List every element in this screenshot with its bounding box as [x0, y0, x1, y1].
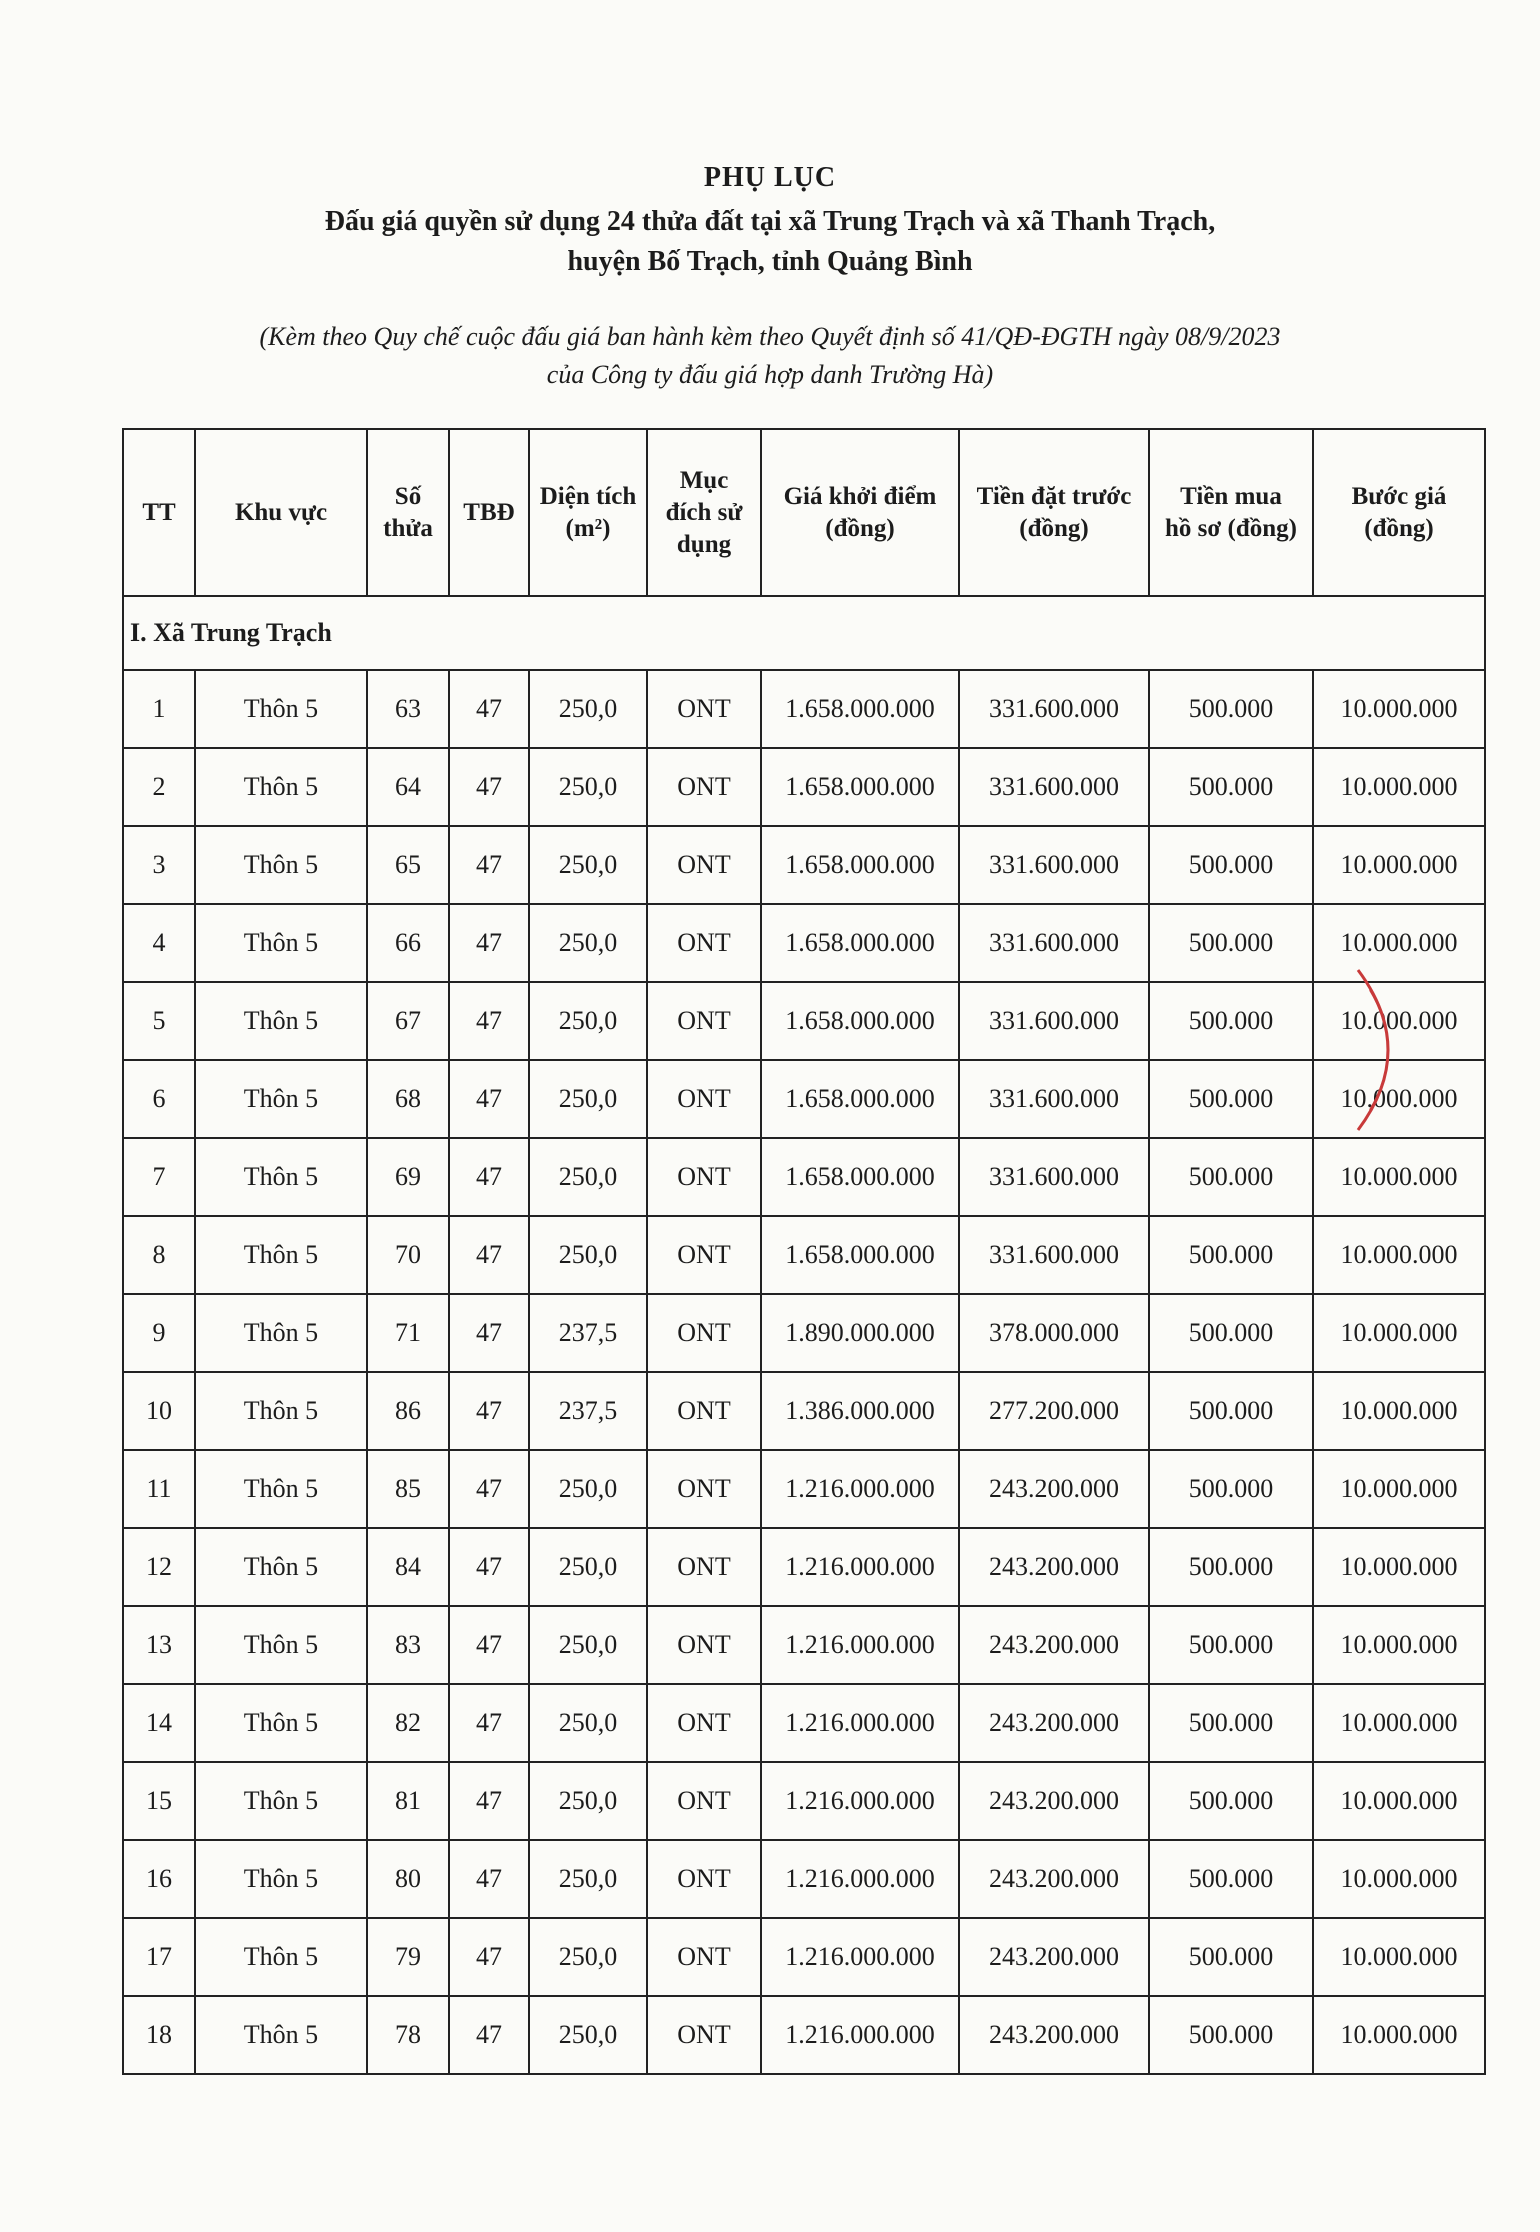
- col-header-tien-dat-truoc: Tiền đặt trước (đồng): [959, 429, 1149, 596]
- cell-tbd: 47: [449, 1294, 529, 1372]
- cell-so-thua: 63: [367, 670, 449, 748]
- cell-tt: 2: [123, 748, 195, 826]
- document-note-line1: (Kèm theo Quy chế cuộc đấu giá ban hành kèm theo Quyết định số 41/QĐ-ĐGTH ngày 08/9/2023: [259, 322, 1281, 351]
- cell-tien-mua-ho-so: 500.000: [1149, 982, 1313, 1060]
- cell-muc-dich: ONT: [647, 1684, 761, 1762]
- cell-khu-vuc: Thôn 5: [195, 1450, 367, 1528]
- cell-tbd: 47: [449, 1684, 529, 1762]
- cell-gia-khoi-diem: 1.658.000.000: [761, 1138, 959, 1216]
- cell-khu-vuc: Thôn 5: [195, 1762, 367, 1840]
- red-stamp-seal: [1348, 960, 1408, 1140]
- cell-gia-khoi-diem: 1.658.000.000: [761, 670, 959, 748]
- cell-gia-khoi-diem: 1.890.000.000: [761, 1294, 959, 1372]
- cell-gia-khoi-diem: 1.216.000.000: [761, 1840, 959, 1918]
- cell-dien-tich: 250,0: [529, 1996, 647, 2074]
- cell-tbd: 47: [449, 1840, 529, 1918]
- table-row: [123, 904, 1485, 982]
- cell-tien-dat-truoc: 331.600.000: [959, 1060, 1149, 1138]
- col-header-gia-khoi-diem: Giá khởi điểm (đồng): [761, 429, 959, 596]
- cell-tt: 18: [123, 1996, 195, 2074]
- cell-buoc-gia: 10.000.000: [1313, 1996, 1485, 2074]
- cell-tbd: 47: [449, 982, 529, 1060]
- cell-khu-vuc: Thôn 5: [195, 748, 367, 826]
- cell-tbd: 47: [449, 1918, 529, 1996]
- cell-buoc-gia: 10.000.000: [1313, 982, 1485, 1060]
- table-row: [123, 1684, 1485, 1762]
- cell-tbd: 47: [449, 1372, 529, 1450]
- cell-khu-vuc: Thôn 5: [195, 826, 367, 904]
- table-row: [123, 1372, 1485, 1450]
- cell-tien-mua-ho-so: 500.000: [1149, 1606, 1313, 1684]
- cell-buoc-gia: 10.000.000: [1313, 670, 1485, 748]
- cell-tien-mua-ho-so: 500.000: [1149, 1762, 1313, 1840]
- col-header-so-thua: Số thửa: [367, 429, 449, 596]
- cell-so-thua: 82: [367, 1684, 449, 1762]
- table-row: [123, 1294, 1485, 1372]
- cell-gia-khoi-diem: 1.658.000.000: [761, 826, 959, 904]
- cell-tien-dat-truoc: 331.600.000: [959, 1138, 1149, 1216]
- cell-gia-khoi-diem: 1.216.000.000: [761, 1762, 959, 1840]
- cell-tbd: 47: [449, 670, 529, 748]
- cell-so-thua: 78: [367, 1996, 449, 2074]
- cell-tien-mua-ho-so: 500.000: [1149, 1996, 1313, 2074]
- cell-gia-khoi-diem: 1.216.000.000: [761, 1450, 959, 1528]
- cell-tien-mua-ho-so: 500.000: [1149, 826, 1313, 904]
- table-row: [123, 1996, 1485, 2074]
- cell-khu-vuc: Thôn 5: [195, 1918, 367, 1996]
- col-header-dien-tich: Diện tích (m²): [529, 429, 647, 596]
- cell-muc-dich: ONT: [647, 982, 761, 1060]
- cell-gia-khoi-diem: 1.216.000.000: [761, 1684, 959, 1762]
- cell-khu-vuc: Thôn 5: [195, 1372, 367, 1450]
- cell-khu-vuc: Thôn 5: [195, 1840, 367, 1918]
- table-header-row: [123, 429, 1485, 596]
- cell-tt: 10: [123, 1372, 195, 1450]
- cell-tien-dat-truoc: 331.600.000: [959, 826, 1149, 904]
- cell-khu-vuc: Thôn 5: [195, 1606, 367, 1684]
- cell-so-thua: 79: [367, 1918, 449, 1996]
- cell-so-thua: 85: [367, 1450, 449, 1528]
- cell-tien-dat-truoc: 331.600.000: [959, 670, 1149, 748]
- cell-tt: 9: [123, 1294, 195, 1372]
- cell-khu-vuc: Thôn 5: [195, 1684, 367, 1762]
- col-header-tt: TT: [123, 429, 195, 596]
- cell-tt: 4: [123, 904, 195, 982]
- cell-tien-dat-truoc: 243.200.000: [959, 1606, 1149, 1684]
- table-row: [123, 1138, 1485, 1216]
- table-row: [123, 826, 1485, 904]
- table-row: [123, 1606, 1485, 1684]
- document-subtitle-line2: huyện Bố Trạch, tỉnh Quảng Bình: [567, 246, 973, 277]
- cell-tien-dat-truoc: 331.600.000: [959, 748, 1149, 826]
- cell-tien-dat-truoc: 243.200.000: [959, 1918, 1149, 1996]
- cell-tien-mua-ho-so: 500.000: [1149, 670, 1313, 748]
- cell-tien-dat-truoc: 243.200.000: [959, 1684, 1149, 1762]
- cell-buoc-gia: 10.000.000: [1313, 1372, 1485, 1450]
- cell-dien-tich: 250,0: [529, 1840, 647, 1918]
- cell-buoc-gia: 10.000.000: [1313, 826, 1485, 904]
- cell-tt: 13: [123, 1606, 195, 1684]
- cell-tt: 5: [123, 982, 195, 1060]
- cell-so-thua: 71: [367, 1294, 449, 1372]
- cell-so-thua: 68: [367, 1060, 449, 1138]
- cell-buoc-gia: 10.000.000: [1313, 1294, 1485, 1372]
- cell-tien-dat-truoc: 243.200.000: [959, 1762, 1149, 1840]
- table-row: [123, 1840, 1485, 1918]
- table-row: [123, 1216, 1485, 1294]
- cell-khu-vuc: Thôn 5: [195, 1996, 367, 2074]
- auction-table: [122, 428, 1486, 2075]
- cell-gia-khoi-diem: 1.658.000.000: [761, 982, 959, 1060]
- cell-dien-tich: 237,5: [529, 1372, 647, 1450]
- cell-muc-dich: ONT: [647, 1138, 761, 1216]
- table-row: [123, 748, 1485, 826]
- cell-buoc-gia: 10.000.000: [1313, 1450, 1485, 1528]
- cell-buoc-gia: 10.000.000: [1313, 1138, 1485, 1216]
- cell-gia-khoi-diem: 1.216.000.000: [761, 1996, 959, 2074]
- cell-tbd: 47: [449, 1528, 529, 1606]
- cell-tien-dat-truoc: 378.000.000: [959, 1294, 1149, 1372]
- cell-dien-tich: 250,0: [529, 1762, 647, 1840]
- cell-khu-vuc: Thôn 5: [195, 1060, 367, 1138]
- cell-so-thua: 64: [367, 748, 449, 826]
- cell-tbd: 47: [449, 1450, 529, 1528]
- cell-muc-dich: ONT: [647, 1996, 761, 2074]
- cell-gia-khoi-diem: 1.658.000.000: [761, 1216, 959, 1294]
- cell-khu-vuc: Thôn 5: [195, 982, 367, 1060]
- section-row: [123, 596, 1485, 670]
- table-row: [123, 982, 1485, 1060]
- cell-so-thua: 86: [367, 1372, 449, 1450]
- cell-dien-tich: 237,5: [529, 1294, 647, 1372]
- cell-tien-mua-ho-so: 500.000: [1149, 1060, 1313, 1138]
- cell-tien-mua-ho-so: 500.000: [1149, 904, 1313, 982]
- cell-so-thua: 69: [367, 1138, 449, 1216]
- cell-muc-dich: ONT: [647, 1762, 761, 1840]
- document-note-line2: của Công ty đấu giá hợp danh Trường Hà): [546, 360, 994, 389]
- table-row: [123, 670, 1485, 748]
- table-row: [123, 1918, 1485, 1996]
- cell-gia-khoi-diem: 1.658.000.000: [761, 748, 959, 826]
- cell-tbd: 47: [449, 1138, 529, 1216]
- cell-buoc-gia: 10.000.000: [1313, 1216, 1485, 1294]
- cell-buoc-gia: 10.000.000: [1313, 1918, 1485, 1996]
- cell-buoc-gia: 10.000.000: [1313, 904, 1485, 982]
- cell-tt: 7: [123, 1138, 195, 1216]
- cell-gia-khoi-diem: 1.216.000.000: [761, 1918, 959, 1996]
- cell-muc-dich: ONT: [647, 1450, 761, 1528]
- cell-tbd: 47: [449, 826, 529, 904]
- cell-dien-tich: 250,0: [529, 1918, 647, 1996]
- cell-tt: 14: [123, 1684, 195, 1762]
- cell-khu-vuc: Thôn 5: [195, 1294, 367, 1372]
- cell-tien-mua-ho-so: 500.000: [1149, 1372, 1313, 1450]
- cell-dien-tich: 250,0: [529, 1684, 647, 1762]
- section-label: I. Xã Trung Trạch: [123, 596, 1485, 670]
- cell-tien-mua-ho-so: 500.000: [1149, 1840, 1313, 1918]
- cell-gia-khoi-diem: 1.658.000.000: [761, 904, 959, 982]
- cell-tien-mua-ho-so: 500.000: [1149, 1450, 1313, 1528]
- cell-tbd: 47: [449, 1996, 529, 2074]
- cell-tt: 3: [123, 826, 195, 904]
- cell-so-thua: 81: [367, 1762, 449, 1840]
- cell-muc-dich: ONT: [647, 1060, 761, 1138]
- cell-so-thua: 65: [367, 826, 449, 904]
- cell-dien-tich: 250,0: [529, 982, 647, 1060]
- cell-muc-dich: ONT: [647, 1294, 761, 1372]
- cell-buoc-gia: 10.000.000: [1313, 1606, 1485, 1684]
- cell-gia-khoi-diem: 1.216.000.000: [761, 1606, 959, 1684]
- cell-muc-dich: ONT: [647, 748, 761, 826]
- cell-dien-tich: 250,0: [529, 1138, 647, 1216]
- col-header-buoc-gia: Bước giá (đồng): [1313, 429, 1485, 596]
- document-title: PHỤ LỤC: [703, 162, 837, 193]
- cell-buoc-gia: 10.000.000: [1313, 1762, 1485, 1840]
- cell-dien-tich: 250,0: [529, 748, 647, 826]
- cell-tien-dat-truoc: 331.600.000: [959, 904, 1149, 982]
- cell-tbd: 47: [449, 1060, 529, 1138]
- cell-so-thua: 66: [367, 904, 449, 982]
- cell-tbd: 47: [449, 904, 529, 982]
- col-header-muc-dich: Mục đích sử dụng: [647, 429, 761, 596]
- cell-buoc-gia: 10.000.000: [1313, 1684, 1485, 1762]
- cell-tt: 11: [123, 1450, 195, 1528]
- cell-tien-mua-ho-so: 500.000: [1149, 1918, 1313, 1996]
- cell-muc-dich: ONT: [647, 1216, 761, 1294]
- cell-dien-tich: 250,0: [529, 1606, 647, 1684]
- cell-tien-dat-truoc: 243.200.000: [959, 1840, 1149, 1918]
- cell-tt: 17: [123, 1918, 195, 1996]
- cell-so-thua: 80: [367, 1840, 449, 1918]
- cell-tien-dat-truoc: 331.600.000: [959, 1216, 1149, 1294]
- table-row: [123, 1060, 1485, 1138]
- cell-so-thua: 84: [367, 1528, 449, 1606]
- table-row: [123, 1762, 1485, 1840]
- cell-dien-tich: 250,0: [529, 670, 647, 748]
- cell-tt: 8: [123, 1216, 195, 1294]
- cell-tien-dat-truoc: 331.600.000: [959, 982, 1149, 1060]
- cell-muc-dich: ONT: [647, 1372, 761, 1450]
- cell-dien-tich: 250,0: [529, 904, 647, 982]
- cell-tbd: 47: [449, 1216, 529, 1294]
- cell-so-thua: 83: [367, 1606, 449, 1684]
- cell-gia-khoi-diem: 1.386.000.000: [761, 1372, 959, 1450]
- cell-buoc-gia: 10.000.000: [1313, 748, 1485, 826]
- cell-muc-dich: ONT: [647, 1606, 761, 1684]
- cell-dien-tich: 250,0: [529, 826, 647, 904]
- cell-tien-mua-ho-so: 500.000: [1149, 1216, 1313, 1294]
- cell-tien-mua-ho-so: 500.000: [1149, 1294, 1313, 1372]
- cell-tien-dat-truoc: 243.200.000: [959, 1996, 1149, 2074]
- cell-buoc-gia: 10.000.000: [1313, 1528, 1485, 1606]
- cell-dien-tich: 250,0: [529, 1450, 647, 1528]
- document-subtitle-line1: Đấu giá quyền sử dụng 24 thửa đất tại xã Trung Trạch và xã Thanh Trạch,: [324, 206, 1216, 237]
- table-row: [123, 1450, 1485, 1528]
- table-row: [123, 1528, 1485, 1606]
- cell-gia-khoi-diem: 1.658.000.000: [761, 1060, 959, 1138]
- cell-muc-dich: ONT: [647, 904, 761, 982]
- cell-khu-vuc: Thôn 5: [195, 1528, 367, 1606]
- cell-tt: 15: [123, 1762, 195, 1840]
- cell-dien-tich: 250,0: [529, 1060, 647, 1138]
- cell-tt: 1: [123, 670, 195, 748]
- cell-tien-mua-ho-so: 500.000: [1149, 748, 1313, 826]
- cell-dien-tich: 250,0: [529, 1528, 647, 1606]
- cell-muc-dich: ONT: [647, 826, 761, 904]
- cell-tt: 12: [123, 1528, 195, 1606]
- cell-tien-dat-truoc: 277.200.000: [959, 1372, 1149, 1450]
- cell-tbd: 47: [449, 1606, 529, 1684]
- cell-so-thua: 67: [367, 982, 449, 1060]
- cell-tbd: 47: [449, 748, 529, 826]
- cell-tien-mua-ho-so: 500.000: [1149, 1528, 1313, 1606]
- cell-dien-tich: 250,0: [529, 1216, 647, 1294]
- cell-buoc-gia: 10.000.000: [1313, 1060, 1485, 1138]
- cell-buoc-gia: 10.000.000: [1313, 1840, 1485, 1918]
- col-header-tbd: TBĐ: [449, 429, 529, 596]
- cell-tien-mua-ho-so: 500.000: [1149, 1684, 1313, 1762]
- col-header-khu-vuc: Khu vực: [195, 429, 367, 596]
- cell-muc-dich: ONT: [647, 670, 761, 748]
- cell-tien-dat-truoc: 243.200.000: [959, 1528, 1149, 1606]
- cell-tt: 6: [123, 1060, 195, 1138]
- cell-khu-vuc: Thôn 5: [195, 1216, 367, 1294]
- cell-tien-mua-ho-so: 500.000: [1149, 1138, 1313, 1216]
- cell-muc-dich: ONT: [647, 1918, 761, 1996]
- cell-tien-dat-truoc: 243.200.000: [959, 1450, 1149, 1528]
- col-header-tien-mua-ho-so: Tiền mua hồ sơ (đồng): [1149, 429, 1313, 596]
- cell-gia-khoi-diem: 1.216.000.000: [761, 1528, 959, 1606]
- cell-tt: 16: [123, 1840, 195, 1918]
- cell-khu-vuc: Thôn 5: [195, 1138, 367, 1216]
- cell-muc-dich: ONT: [647, 1840, 761, 1918]
- cell-so-thua: 70: [367, 1216, 449, 1294]
- cell-khu-vuc: Thôn 5: [195, 670, 367, 748]
- cell-tbd: 47: [449, 1762, 529, 1840]
- cell-muc-dich: ONT: [647, 1528, 761, 1606]
- cell-khu-vuc: Thôn 5: [195, 904, 367, 982]
